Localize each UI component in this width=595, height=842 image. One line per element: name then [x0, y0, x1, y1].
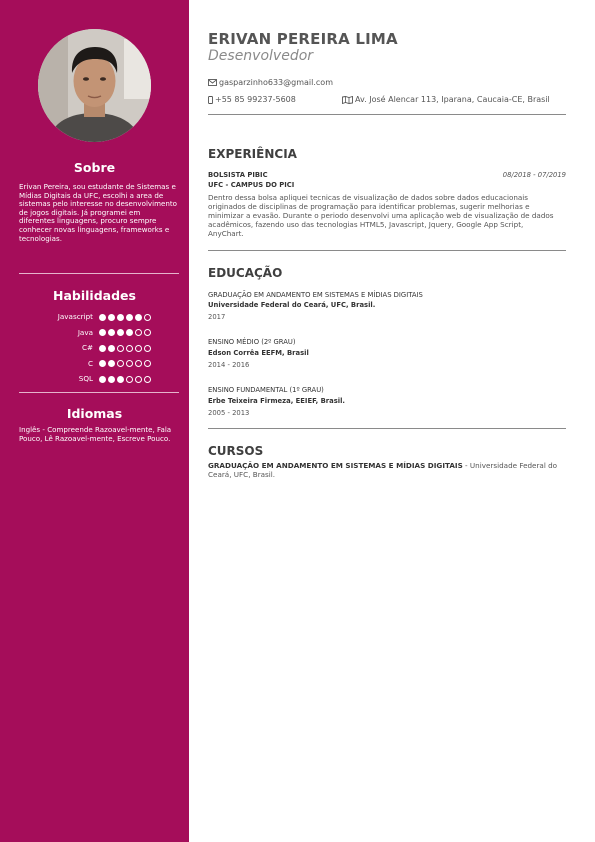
header-divider: [208, 114, 566, 115]
email-text: gasparzinho633@gmail.com: [219, 78, 333, 87]
skill-dot-filled: [126, 329, 133, 336]
education-course: ENSINO MÉDIO (2º GRAU): [208, 338, 296, 346]
skill-dot-empty: [117, 345, 124, 352]
skill-dot-filled: [117, 376, 124, 383]
skills-title: Habilidades: [53, 288, 136, 303]
avatar: [38, 29, 151, 142]
languages-title: Idiomas: [66, 406, 123, 421]
phone-text: +55 85 99237-5608: [215, 95, 296, 104]
course-name: GRADUAÇÃO EM ANDAMENTO EM SISTEMAS E MÍDIAS DIGITAIS: [208, 461, 463, 470]
skill-dot-empty: [135, 376, 142, 383]
education-course: GRADUAÇÃO EM ANDAMENTO EM SISTEMAS E MÍDIAS DIGITAIS: [208, 291, 423, 299]
skill-name: C: [87, 358, 93, 368]
education-divider: [208, 428, 566, 429]
skill-dot-empty: [126, 360, 133, 367]
experience-divider: [208, 250, 566, 251]
envelope-icon: [208, 79, 217, 86]
skill-row: [0, 343, 189, 353]
skill-dot-filled: [126, 314, 133, 321]
skill-dot-empty: [135, 345, 142, 352]
experience-date: 08/2018 - 07/2019: [502, 171, 566, 179]
skill-row: [0, 312, 189, 322]
education-years: 2014 - 2016: [208, 361, 250, 369]
education-institution: Universidade Federal do Ceará, UFC, Brasil.: [208, 301, 376, 309]
map-icon: [342, 96, 353, 104]
address-text: Av. José Alencar 113, Iparana, Caucaia-CE, Brasil: [355, 95, 550, 104]
skill-dot-filled: [99, 345, 106, 352]
main-content: [208, 0, 566, 842]
skill-dot-empty: [144, 345, 151, 352]
skill-dot-empty: [126, 376, 133, 383]
profile-photo: [38, 29, 151, 142]
skill-name: Java: [77, 327, 93, 337]
experience-org: UFC - CAMPUS DO PICI: [208, 181, 295, 189]
about-title: Sobre: [73, 160, 116, 175]
education-institution: Edson Corrêa EEFM, Brasil: [208, 349, 309, 357]
skill-dot-empty: [144, 376, 151, 383]
experience-description: Dentro dessa bolsa apliquei tecnicas de visualização de dados sobre dados educacionais originados de disciplinas de programação para identificar problemas, sugerir melhorias e minimizar a evasão. Durante o periodo desenvolvi uma aplicação web de visualização de dados acadêmicos, fazendo uso das tecnologias HTML5, Javascript, Jquery, Google App Script, AnyChart.: [208, 193, 554, 239]
skill-dot-filled: [108, 314, 115, 321]
skill-dot-filled: [99, 314, 106, 321]
skill-level-dots: [99, 329, 153, 336]
skill-row: [0, 328, 189, 338]
education-years: 2005 - 2013: [208, 409, 250, 417]
experience-position: BOLSISTA PIBIC: [208, 171, 268, 179]
skill-dot-filled: [117, 329, 124, 336]
skill-dot-filled: [108, 329, 115, 336]
person-name: ERIVAN PEREIRA LIMA: [208, 30, 398, 48]
phone-icon: [208, 96, 213, 104]
skill-dot-empty: [144, 360, 151, 367]
email-contact[interactable]: [208, 78, 333, 88]
skill-dot-empty: [126, 345, 133, 352]
skill-dot-filled: [108, 376, 115, 383]
courses-title: CURSOS: [208, 444, 264, 458]
skill-dot-filled: [117, 314, 124, 321]
sidebar: [0, 0, 189, 842]
phone-contact[interactable]: [208, 95, 296, 105]
skill-level-dots: [99, 360, 153, 367]
skill-dot-empty: [135, 329, 142, 336]
about-text: Erivan Pereira, sou estudante de Sistemas e Mídias Digitais da UFC, escolhi a area de sistemas pelo interesse no desenvolvimento de jogos digitais. Já programei em diferentes linguagens, procuro sempre conhecer novas linguagens, frameworks e tecnologias.: [19, 182, 177, 243]
skill-dot-empty: [144, 329, 151, 336]
skill-dot-empty: [135, 360, 142, 367]
education-years: 2017: [208, 313, 226, 321]
skill-row: [0, 374, 189, 384]
skill-dot-empty: [144, 314, 151, 321]
course-detail: - Universidade Federal do Ceará, UFC, Brasil.: [208, 461, 558, 479]
education-institution: Erbe Teixeira Firmeza, EEIEF, Brasil.: [208, 397, 346, 405]
address-contact: [342, 95, 550, 105]
skill-dot-filled: [99, 360, 106, 367]
skill-row: [0, 359, 189, 369]
skill-dot-filled: [135, 314, 142, 321]
education-course: ENSINO FUNDAMENTAL (1º GRAU): [208, 386, 324, 394]
experience-title: EXPERIÊNCIA: [208, 147, 297, 161]
skill-level-dots: [99, 314, 153, 321]
person-role: Desenvolvedor: [208, 48, 314, 64]
skill-name: Javascript: [57, 312, 93, 321]
sidebar-divider: [19, 392, 179, 393]
education-title: EDUCAÇÃO: [208, 266, 283, 280]
skill-level-dots: [99, 376, 153, 383]
skill-dot-filled: [108, 360, 115, 367]
course-item: [208, 462, 560, 479]
skill-name: C#: [81, 343, 93, 353]
skill-dot-filled: [108, 345, 115, 352]
skill-name: SQL: [78, 374, 93, 384]
languages-text: Inglês - Compreende Razoavel-mente, Fala Pouco, Lê Razoavel-mente, Escreve Pouco.: [19, 425, 172, 443]
sidebar-divider: [19, 273, 179, 274]
skill-dot-filled: [99, 376, 106, 383]
skill-level-dots: [99, 345, 153, 352]
skill-dot-filled: [99, 329, 106, 336]
skill-dot-empty: [117, 360, 124, 367]
